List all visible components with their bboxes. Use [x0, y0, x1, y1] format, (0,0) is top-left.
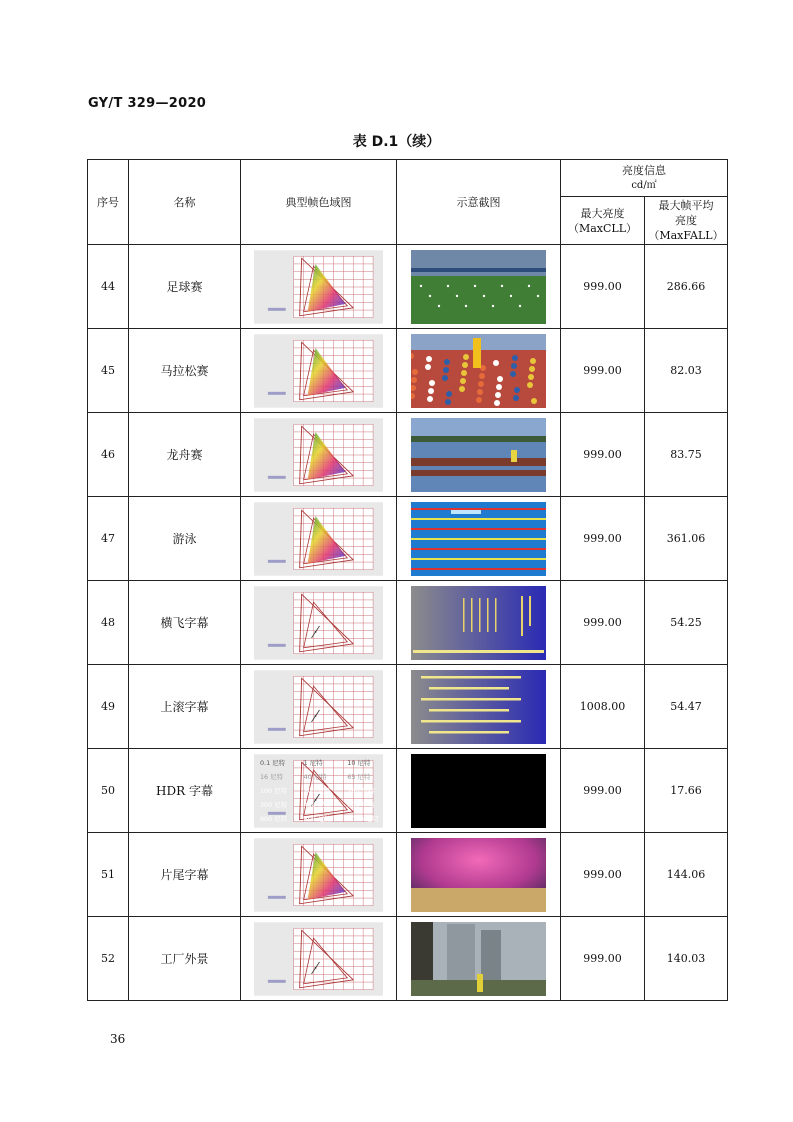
- luminance-group-label: 亮度信息: [622, 164, 666, 177]
- row-maxcll: 999.00: [561, 749, 645, 833]
- row-screenshot: [397, 245, 561, 329]
- row-screenshot: [397, 581, 561, 665]
- gamut-plot: [254, 418, 383, 492]
- col-header-name: 名称: [129, 160, 241, 245]
- row-gamut: [241, 917, 397, 1001]
- row-screenshot: [397, 665, 561, 749]
- hdr-label: 100 尼特: [259, 786, 288, 795]
- row-name: HDR 字幕: [129, 749, 241, 833]
- hdr-label: 1 尼特: [303, 758, 323, 767]
- row-name: 足球赛: [129, 245, 241, 329]
- screenshot-thumbnail: [411, 838, 546, 912]
- hdr-label: 400 尼特: [303, 800, 331, 809]
- screenshot-thumbnail: [411, 586, 546, 660]
- row-maxfall: 361.06: [645, 497, 728, 581]
- hdr-label: 300 尼特: [259, 800, 288, 809]
- row-maxcll: 999.00: [561, 917, 645, 1001]
- row-maxfall: 17.66: [645, 749, 728, 833]
- row-screenshot: [397, 329, 561, 413]
- row-seq: 52: [88, 917, 129, 1001]
- luminance-table: [87, 159, 728, 1001]
- gamut-plot: [254, 502, 383, 576]
- col-header-seq: 序号: [88, 160, 129, 245]
- row-maxcll: 999.00: [561, 497, 645, 581]
- hdr-label: 600 尼特: [259, 814, 288, 823]
- row-name: 片尾字幕: [129, 833, 241, 917]
- luminance-unit: cd/㎡: [631, 180, 657, 191]
- row-screenshot: [397, 833, 561, 917]
- maxfall-label-2: 亮度: [675, 214, 697, 227]
- row-seq: 46: [88, 413, 129, 497]
- row-name: 横飞字幕: [129, 581, 241, 665]
- row-maxcll: 999.00: [561, 581, 645, 665]
- row-name: 游泳: [129, 497, 241, 581]
- table-row: [88, 497, 728, 581]
- hdr-label: 500 尼特: [347, 800, 375, 809]
- row-seq: 44: [88, 245, 129, 329]
- screenshot-thumbnail: [411, 670, 546, 744]
- row-maxfall: 54.25: [645, 581, 728, 665]
- maxcll-label: 最大亮度: [580, 206, 625, 220]
- row-maxfall: 286.66: [645, 245, 728, 329]
- row-name: 工厂外景: [129, 917, 241, 1001]
- row-maxfall: 82.03: [645, 329, 728, 413]
- row-maxcll: 1008.00: [561, 665, 645, 749]
- table-row: [88, 917, 728, 1001]
- table-row: [88, 581, 728, 665]
- row-seq: 51: [88, 833, 129, 917]
- gamut-plot: [254, 586, 383, 660]
- row-gamut: [241, 497, 397, 581]
- row-maxfall: 140.03: [645, 917, 728, 1001]
- table-row: [88, 833, 728, 917]
- row-seq: 49: [88, 665, 129, 749]
- col-header-gamut: 典型帧色域图: [241, 160, 397, 245]
- row-seq: 48: [88, 581, 129, 665]
- table-row: [88, 413, 728, 497]
- row-maxfall: 144.06: [645, 833, 728, 917]
- row-gamut: [241, 581, 397, 665]
- hdr-label: 65 尼特: [347, 772, 371, 781]
- col-header-maxcll: [561, 197, 645, 245]
- gamut-plot: [254, 922, 383, 996]
- hdr-label: 40 尼特: [303, 772, 327, 781]
- col-header-luminance: [561, 160, 728, 197]
- row-screenshot: [397, 917, 561, 1001]
- gamut-plot: [254, 754, 383, 828]
- hdr-label: 0.1 尼特: [259, 758, 286, 767]
- col-header-maxfall: [645, 197, 728, 245]
- hdr-label: 1000 尼特: [347, 814, 379, 823]
- doc-code: GY/T 329—2020: [88, 96, 207, 111]
- gamut-plot: [254, 838, 383, 912]
- table-row: [88, 329, 728, 413]
- row-name: 龙舟赛: [129, 413, 241, 497]
- table-row: [88, 245, 728, 329]
- row-maxfall: 83.75: [645, 413, 728, 497]
- screenshot-thumbnail: [411, 250, 546, 324]
- page-number: 36: [110, 1032, 126, 1046]
- hdr-label: 800 尼特: [303, 814, 331, 823]
- screenshot-thumbnail: [411, 754, 546, 828]
- gamut-plot: [254, 334, 383, 408]
- row-gamut: [241, 245, 397, 329]
- hdr-label: 16 尼特: [259, 772, 284, 781]
- hdr-label: 260 尼特: [347, 786, 375, 795]
- hdr-label: 10 尼特: [347, 758, 371, 767]
- row-name: 马拉松赛: [129, 329, 241, 413]
- maxcll-sub: （MaxCLL）: [567, 221, 638, 235]
- maxfall-sub: （MaxFALL）: [648, 229, 724, 242]
- row-screenshot: [397, 413, 561, 497]
- table-row: [88, 665, 728, 749]
- col-header-screenshot: 示意截图: [397, 160, 561, 245]
- row-gamut: [241, 329, 397, 413]
- row-maxcll: 999.00: [561, 413, 645, 497]
- row-gamut: [241, 413, 397, 497]
- row-name: 上滚字幕: [129, 665, 241, 749]
- screenshot-thumbnail: [411, 334, 546, 408]
- gamut-plot: [254, 250, 383, 324]
- row-seq: 47: [88, 497, 129, 581]
- row-maxfall: 54.47: [645, 665, 728, 749]
- gamut-plot: [254, 670, 383, 744]
- row-seq: 50: [88, 749, 129, 833]
- row-gamut: [241, 665, 397, 749]
- row-screenshot: [397, 497, 561, 581]
- row-gamut: [241, 833, 397, 917]
- row-gamut: [241, 749, 397, 833]
- maxfall-label-1: 最大帧平均: [658, 199, 714, 212]
- screenshot-thumbnail: [411, 502, 546, 576]
- screenshot-thumbnail: [411, 922, 546, 996]
- table-row: [88, 749, 728, 833]
- screenshot-thumbnail: [411, 418, 546, 492]
- row-maxcll: 999.00: [561, 329, 645, 413]
- table-title: 表 D.1（续）: [352, 134, 441, 150]
- row-maxcll: 999.00: [561, 245, 645, 329]
- hdr-label: 203 尼特: [303, 786, 331, 795]
- row-screenshot: [397, 749, 561, 833]
- row-seq: 45: [88, 329, 129, 413]
- row-maxcll: 999.00: [561, 833, 645, 917]
